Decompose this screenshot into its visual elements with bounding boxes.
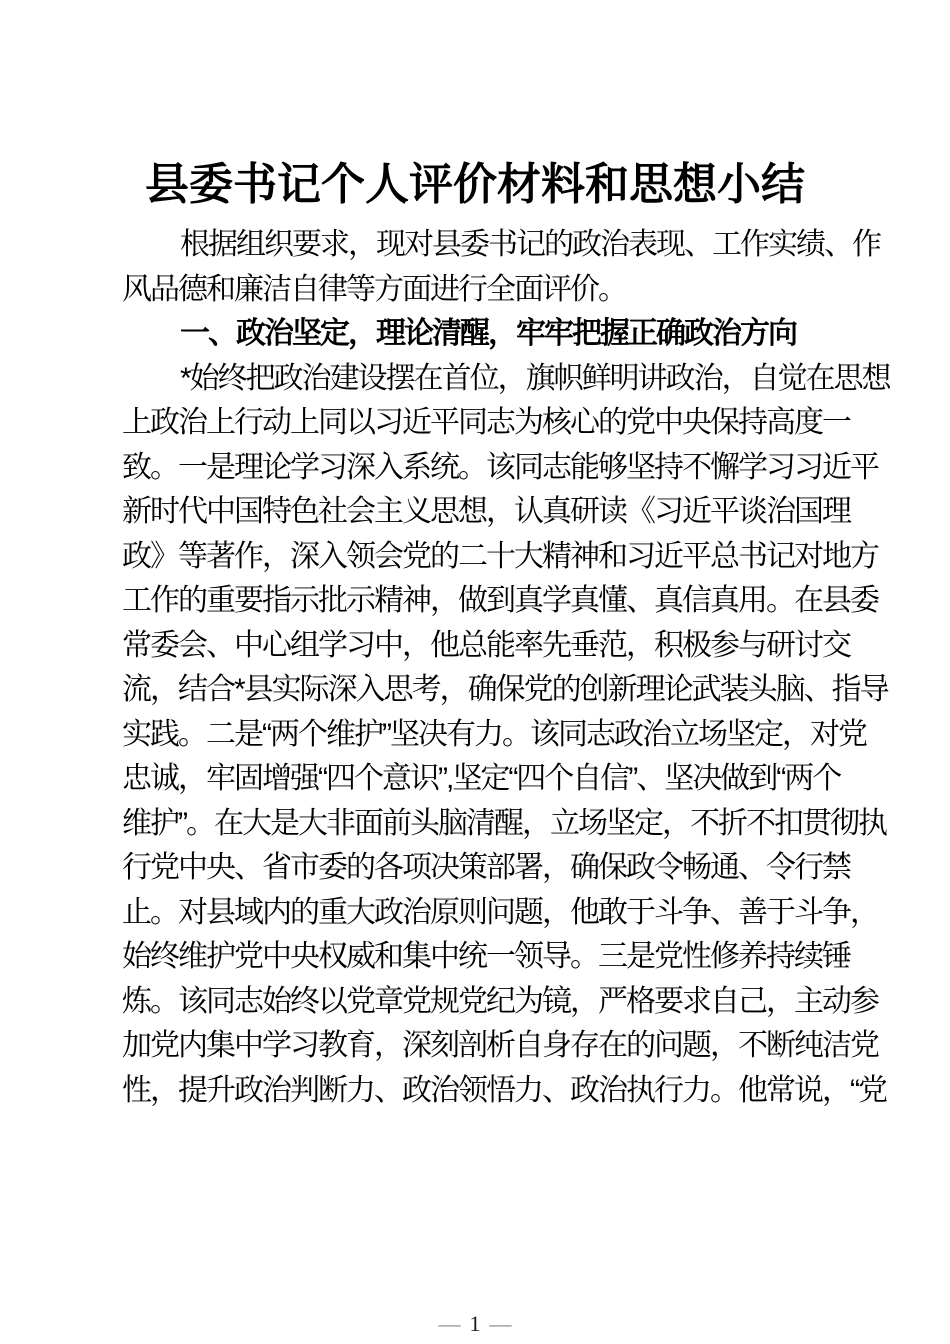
document-title: 县委书记个人评价材料和思想小结 (145, 160, 805, 209)
text-line: 工作的重要指示批示精神，做到真学真懂、真信真用。在县委 (122, 584, 878, 617)
text-line: 风品德和廉洁自律等方面进行全面评价。 (122, 272, 626, 306)
section-heading: 一、政治坚定，理论清醒，牢牢把握正确政治方向 (180, 317, 796, 350)
page-number: 1 (469, 1311, 481, 1336)
page-footer (0, 1310, 950, 1338)
text-line: 炼。该同志始终以党章党规党纪为镜，严格要求自己，主动参 (122, 984, 878, 1018)
text-line: 维护”。在大是大非面前头脑清醒，立场坚定，不折不扣贯彻执 (122, 806, 886, 840)
text-line: 止。对县域内的重大政治原则问题，他敢于斗争、善于斗争， (122, 895, 878, 929)
text-line: 性，提升政治判断力、政治领悟力、政治执行力。他常说，“党 (122, 1073, 886, 1107)
text-line: 流，结合*县实际深入思考，确保党的创新理论武装头脑、指导 (122, 673, 888, 706)
text-line: 根据组织要求，现对县委书记的政治表现、工作实绩、作 (180, 228, 880, 261)
text-line: 致。一是理论学习深入系统。该同志能够坚持不懈学习习近平 (122, 450, 878, 484)
text-line: 加党内集中学习教育，深刻剖析自身存在的问题，不断纯洁党 (122, 1029, 878, 1062)
footer-left-dash: — (438, 1311, 461, 1336)
text-line: 常委会、中心组学习中，他总能率先垂范，积极参与研讨交 (122, 628, 850, 662)
footer-right-dash: — (489, 1311, 512, 1336)
text-line: *始终把政治建设摆在首位，旗帜鲜明讲政治，自觉在思想 (180, 361, 890, 395)
text-line: 忠诚，牢固增强“四个意识”,坚定“四个自信”、坚决做到“两个 (122, 762, 841, 795)
text-line: 始终维护党中央权威和集中统一领导。三是党性修养持续锤 (122, 940, 850, 973)
text-line: 实践。二是“两个维护”坚决有力。该同志政治立场坚定，对党 (122, 717, 866, 751)
document-lines (122, 223, 890, 1113)
text-line: 政》等著作，深入领会党的二十大精神和习近平总书记对地方 (122, 539, 878, 573)
text-line: 上政治上行动上同以习近平同志为核心的党中央保持高度一 (122, 406, 850, 439)
text-line: 行党中央、省市委的各项决策部署，确保政令畅通、令行禁 (122, 851, 850, 884)
text-line: 新时代中国特色社会主义思想，认真研读《习近平谈治国理 (122, 495, 850, 528)
